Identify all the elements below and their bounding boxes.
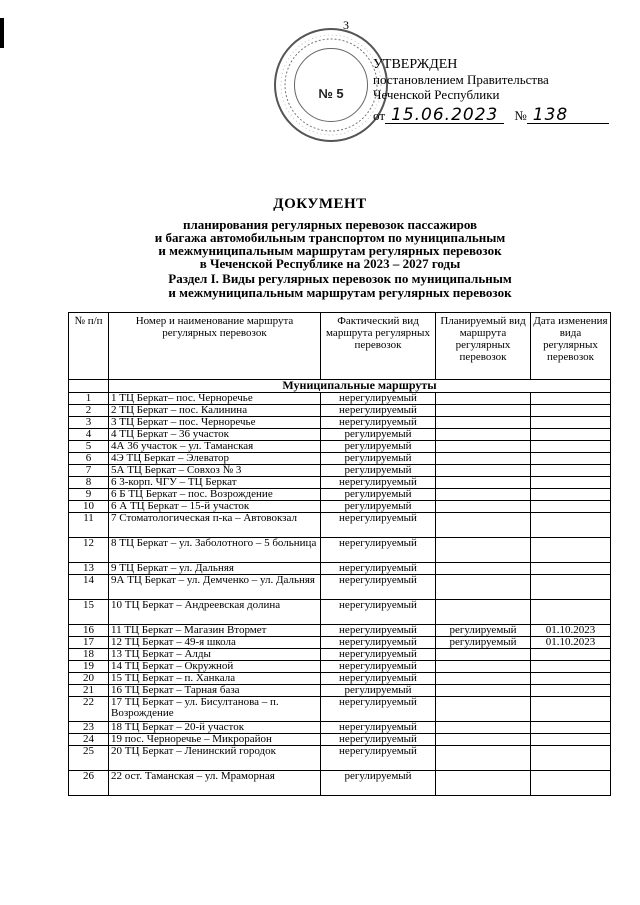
route-name: 4 ТЦ Беркат – 36 участок	[109, 429, 321, 441]
document-subtitle	[120, 218, 540, 270]
table-row	[69, 697, 611, 722]
change-date	[531, 697, 611, 722]
change-date	[531, 417, 611, 429]
group-row	[69, 380, 611, 393]
route-name: 8 ТЦ Беркат – ул. Заболотного – 5 больница	[109, 538, 321, 563]
change-date	[531, 453, 611, 465]
seal-inner-ring	[294, 48, 368, 122]
actual-type: нерегулируемый	[321, 563, 436, 575]
table-row	[69, 673, 611, 685]
route-name: 19 пос. Черноречье – Микрорайон	[109, 734, 321, 746]
planned-type	[436, 513, 531, 538]
change-date	[531, 771, 611, 796]
table-row	[69, 489, 611, 501]
official-seal	[274, 28, 388, 142]
change-date	[531, 489, 611, 501]
section-line: Раздел I. Виды регулярных перевозок по муниципальным	[168, 271, 512, 286]
change-date	[531, 477, 611, 489]
row-number: 16	[69, 625, 109, 637]
planned-type	[436, 477, 531, 489]
row-number: 10	[69, 501, 109, 513]
route-name: 3 ТЦ Беркат – пос. Черноречье	[109, 417, 321, 429]
route-name: 22 ост. Таманская – ул. Мраморная	[109, 771, 321, 796]
route-name: 6 3-корп. ЧГУ – ТЦ Беркат	[109, 477, 321, 489]
planned-type	[436, 685, 531, 697]
planned-type	[436, 465, 531, 477]
actual-type: регулируемый	[321, 489, 436, 501]
route-name: 20 ТЦ Беркат – Ленинский городок	[109, 746, 321, 771]
route-name: 4Э ТЦ Беркат – Элеватор	[109, 453, 321, 465]
row-number: 17	[69, 637, 109, 649]
change-date	[531, 405, 611, 417]
change-date	[531, 501, 611, 513]
row-number: 26	[69, 771, 109, 796]
planned-type	[436, 722, 531, 734]
actual-type: регулируемый	[321, 501, 436, 513]
approval-number: 138	[527, 108, 609, 124]
change-date	[531, 649, 611, 661]
table-row	[69, 771, 611, 796]
actual-type: нерегулируемый	[321, 393, 436, 405]
header-actual-type: Фактический вид маршрута регулярных перевозок	[321, 313, 436, 380]
actual-type: регулируемый	[321, 465, 436, 477]
approval-title: УТВЕРЖДЕН	[373, 57, 458, 72]
page-number: 3	[343, 18, 349, 32]
change-date	[531, 465, 611, 477]
date-prefix: от	[373, 108, 386, 123]
row-number: 22	[69, 697, 109, 722]
change-date	[531, 722, 611, 734]
row-number: 6	[69, 453, 109, 465]
planned-type	[436, 417, 531, 429]
table-row	[69, 465, 611, 477]
header-change-date: Дата изменения вида регулярных перевозок	[531, 313, 611, 380]
actual-type: нерегулируемый	[321, 575, 436, 600]
row-number: 7	[69, 465, 109, 477]
route-name: 10 ТЦ Беркат – Андреевская долина	[109, 600, 321, 625]
actual-type: нерегулируемый	[321, 417, 436, 429]
table-row	[69, 477, 611, 489]
actual-type: нерегулируемый	[321, 722, 436, 734]
row-number: 21	[69, 685, 109, 697]
route-name: 18 ТЦ Беркат – 20-й участок	[109, 722, 321, 734]
route-name: 4А 36 участок – ул. Таманская	[109, 441, 321, 453]
change-date	[531, 513, 611, 538]
subtitle-line: в Чеченской Республике на 2023 – 2027 годы	[199, 256, 461, 271]
route-name: 15 ТЦ Беркат – п. Ханкала	[109, 673, 321, 685]
approval-block	[373, 57, 609, 124]
planned-type	[436, 771, 531, 796]
table-row	[69, 563, 611, 575]
route-name: 11 ТЦ Беркат – Магазин Втормет	[109, 625, 321, 637]
planned-type	[436, 600, 531, 625]
table-row	[69, 734, 611, 746]
planned-type	[436, 501, 531, 513]
table-row	[69, 661, 611, 673]
planned-type	[436, 405, 531, 417]
row-number: 18	[69, 649, 109, 661]
group-empty-cell	[69, 380, 109, 393]
actual-type: нерегулируемый	[321, 538, 436, 563]
row-number: 12	[69, 538, 109, 563]
change-date: 01.10.2023	[531, 637, 611, 649]
subtitle-line: и багажа автомобильным транспортом по муниципальным	[154, 230, 506, 245]
table-row	[69, 417, 611, 429]
route-name: 9 ТЦ Беркат – ул. Дальняя	[109, 563, 321, 575]
route-name: 7 Стоматологическая п-ка – Автовокзал	[109, 513, 321, 538]
actual-type: нерегулируемый	[321, 637, 436, 649]
table-row	[69, 685, 611, 697]
document-title: ДОКУМЕНТ	[273, 196, 367, 212]
planned-type	[436, 393, 531, 405]
planned-type	[436, 697, 531, 722]
row-number: 3	[69, 417, 109, 429]
route-name: 14 ТЦ Беркат – Окружной	[109, 661, 321, 673]
table-row	[69, 575, 611, 600]
planned-type	[436, 563, 531, 575]
planned-type	[436, 575, 531, 600]
table-row	[69, 625, 611, 637]
actual-type: регулируемый	[321, 441, 436, 453]
approval-date-line	[373, 105, 609, 125]
route-name: 1 ТЦ Беркат– пос. Черноречье	[109, 393, 321, 405]
header-number: № п/п	[69, 313, 109, 380]
table-header-row	[69, 313, 611, 380]
section-heading	[120, 272, 560, 300]
actual-type: регулируемый	[321, 771, 436, 796]
table-row	[69, 453, 611, 465]
approval-line-1: постановлением Правительства	[373, 72, 549, 87]
group-label: Муниципальные маршруты	[109, 380, 611, 393]
seal-number: № 5	[318, 86, 344, 101]
table-row	[69, 746, 611, 771]
planned-type	[436, 746, 531, 771]
planned-type	[436, 673, 531, 685]
route-name: 6 А ТЦ Беркат – 15-й участок	[109, 501, 321, 513]
table-row	[69, 538, 611, 563]
header-route: Номер и наименование маршрута регулярных перевозок	[109, 313, 321, 380]
planned-type	[436, 649, 531, 661]
change-date	[531, 393, 611, 405]
row-number: 11	[69, 513, 109, 538]
row-number: 24	[69, 734, 109, 746]
table-row	[69, 649, 611, 661]
route-name: 2 ТЦ Беркат – пос. Калинина	[109, 405, 321, 417]
number-prefix: №	[514, 108, 527, 123]
subtitle-line: и межмуниципальным маршрутам регулярных перевозок	[158, 243, 502, 258]
change-date	[531, 734, 611, 746]
row-number: 14	[69, 575, 109, 600]
planned-type	[436, 441, 531, 453]
change-date	[531, 685, 611, 697]
actual-type: регулируемый	[321, 453, 436, 465]
approval-line-2: Чеченской Республики	[373, 87, 500, 102]
actual-type: нерегулируемый	[321, 405, 436, 417]
planned-type	[436, 453, 531, 465]
change-date	[531, 538, 611, 563]
row-number: 19	[69, 661, 109, 673]
planned-type	[436, 734, 531, 746]
actual-type: нерегулируемый	[321, 746, 436, 771]
actual-type: нерегулируемый	[321, 513, 436, 538]
route-name: 12 ТЦ Беркат – 49-я школа	[109, 637, 321, 649]
route-name: 17 ТЦ Беркат – ул. Бисултанова – п. Возрождение	[109, 697, 321, 722]
table-row	[69, 429, 611, 441]
actual-type: нерегулируемый	[321, 477, 436, 489]
row-number: 13	[69, 563, 109, 575]
route-name: 16 ТЦ Беркат – Тарная база	[109, 685, 321, 697]
route-name: 9А ТЦ Беркат – ул. Демченко – ул. Дальняя	[109, 575, 321, 600]
change-date	[531, 575, 611, 600]
planned-type	[436, 489, 531, 501]
row-number: 20	[69, 673, 109, 685]
row-number: 2	[69, 405, 109, 417]
row-number: 9	[69, 489, 109, 501]
page-edge-mark	[0, 18, 4, 48]
change-date	[531, 600, 611, 625]
table-row	[69, 637, 611, 649]
table-row	[69, 722, 611, 734]
actual-type: нерегулируемый	[321, 673, 436, 685]
change-date	[531, 563, 611, 575]
row-number: 23	[69, 722, 109, 734]
header-planned-type: Планируемый вид маршрута регулярных перевозок	[436, 313, 531, 380]
planned-type	[436, 538, 531, 563]
route-name: 6 Б ТЦ Беркат – пос. Возрождение	[109, 489, 321, 501]
change-date	[531, 673, 611, 685]
row-number: 5	[69, 441, 109, 453]
actual-type: нерегулируемый	[321, 625, 436, 637]
subtitle-line: планирования регулярных перевозок пассажиров	[182, 217, 478, 232]
actual-type: регулируемый	[321, 685, 436, 697]
change-date: 01.10.2023	[531, 625, 611, 637]
row-number: 25	[69, 746, 109, 771]
section-line: и межмуниципальным маршрутам регулярных перевозок	[168, 285, 512, 300]
planned-type: регулируемый	[436, 625, 531, 637]
planned-type	[436, 661, 531, 673]
table-row	[69, 441, 611, 453]
actual-type: регулируемый	[321, 429, 436, 441]
approval-date: 15.06.2023	[385, 108, 504, 124]
actual-type: нерегулируемый	[321, 600, 436, 625]
table-row	[69, 513, 611, 538]
row-number: 4	[69, 429, 109, 441]
change-date	[531, 441, 611, 453]
planned-type: регулируемый	[436, 637, 531, 649]
routes-table	[68, 312, 611, 796]
row-number: 8	[69, 477, 109, 489]
change-date	[531, 429, 611, 441]
actual-type: нерегулируемый	[321, 649, 436, 661]
table-row	[69, 393, 611, 405]
row-number: 15	[69, 600, 109, 625]
row-number: 1	[69, 393, 109, 405]
table-row	[69, 405, 611, 417]
change-date	[531, 661, 611, 673]
planned-type	[436, 429, 531, 441]
change-date	[531, 746, 611, 771]
actual-type: нерегулируемый	[321, 697, 436, 722]
route-name: 5А ТЦ Беркат – Совхоз № 3	[109, 465, 321, 477]
table-row	[69, 501, 611, 513]
table-row	[69, 600, 611, 625]
actual-type: нерегулируемый	[321, 734, 436, 746]
route-name: 13 ТЦ Беркат – Алды	[109, 649, 321, 661]
actual-type: нерегулируемый	[321, 661, 436, 673]
